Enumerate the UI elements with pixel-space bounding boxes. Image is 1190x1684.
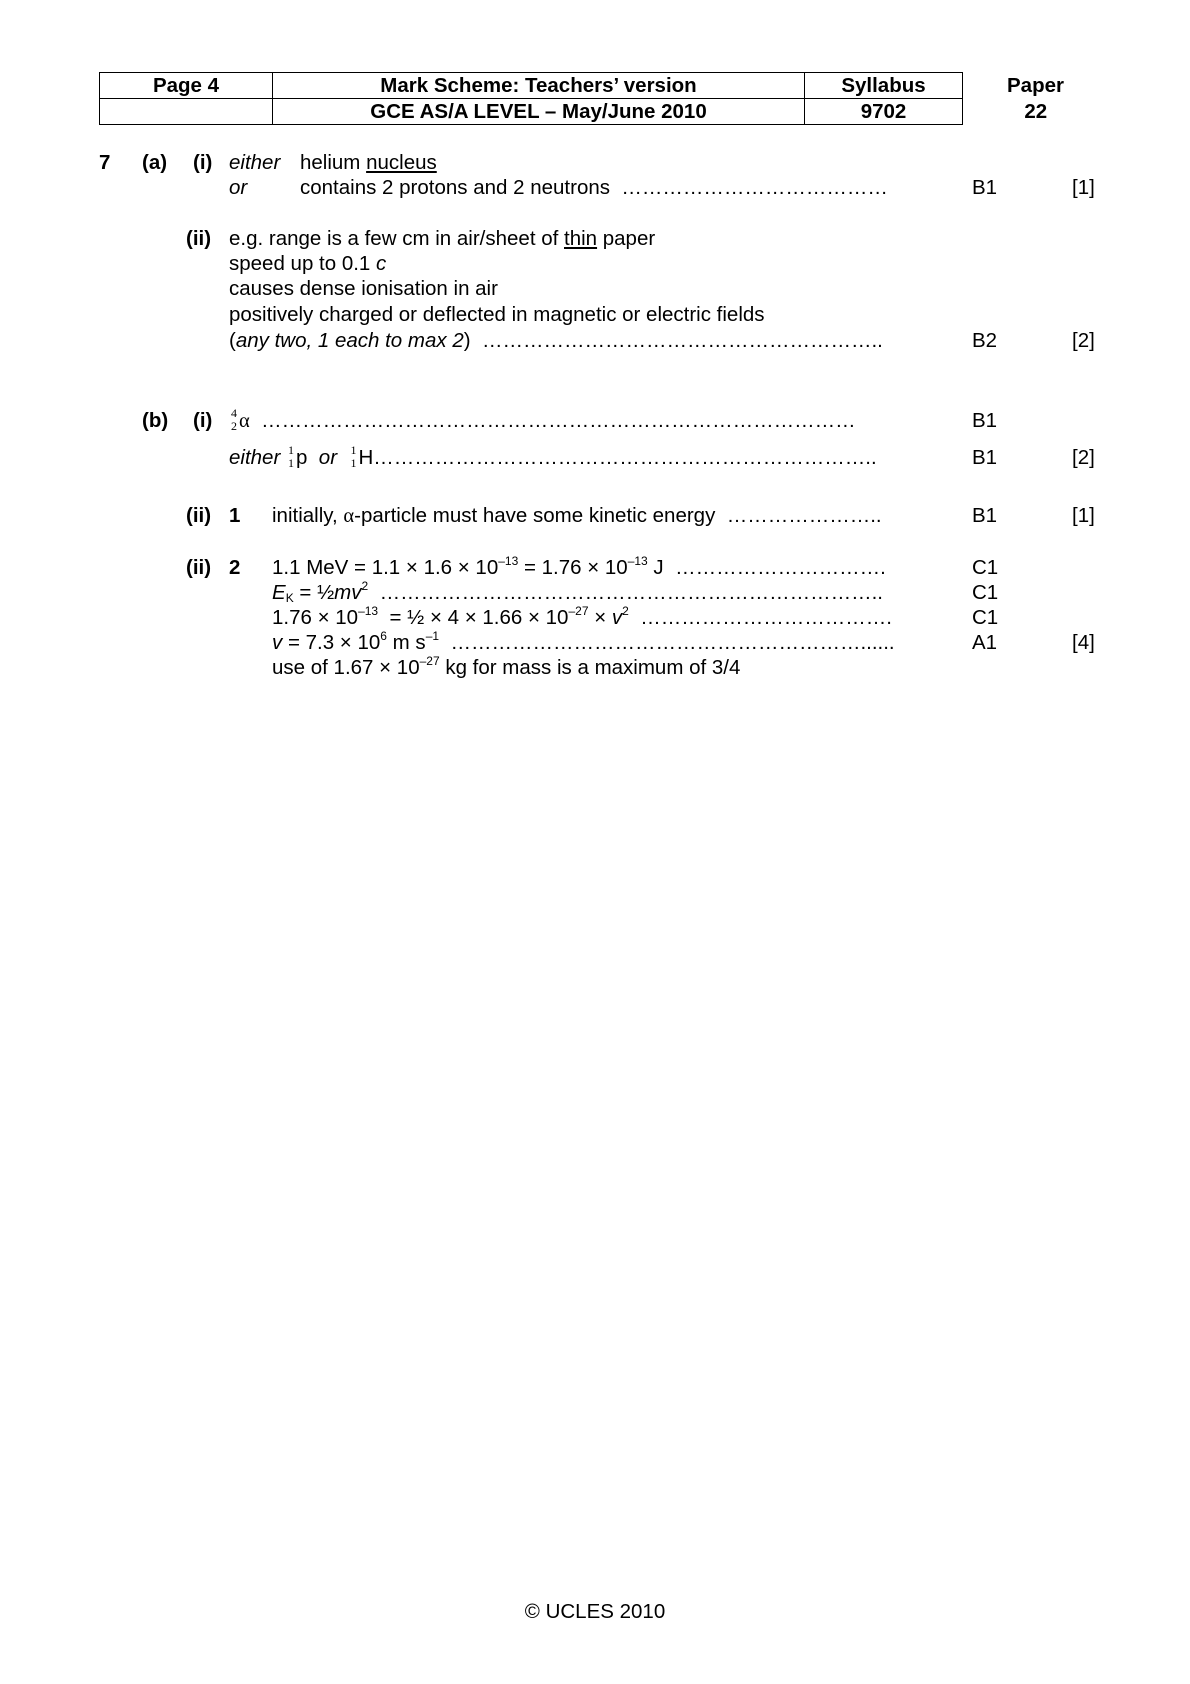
b-ii2-mark4: A1 bbox=[972, 631, 998, 654]
alpha-nuclide: 4 2 bbox=[231, 406, 237, 433]
b-i-proton-line: either 1 1 p or 1 1 H……………………………………………………………….. bbox=[229, 443, 877, 470]
a-i-answer-line2: contains 2 protons and 2 neutrons ………………………………… bbox=[300, 176, 888, 199]
b-ii2-mark1: C1 bbox=[972, 556, 999, 579]
proton-nuclide: 1 1 bbox=[287, 443, 294, 470]
b-i-total: [2] bbox=[1072, 446, 1095, 469]
b-ii2-line5: use of $1.67 \times 10^{-27}$ kg for mass is a maximum of 3/4 bbox=[272, 654, 741, 679]
a-i-answer-line1: helium nucleus bbox=[300, 151, 437, 174]
paper-number: 22 bbox=[1024, 99, 1048, 123]
page-blank-cell bbox=[100, 99, 273, 125]
b-ii1-label: (ii) bbox=[186, 504, 212, 527]
a-i-either: either bbox=[229, 151, 281, 174]
a-i-or: or bbox=[229, 176, 248, 199]
b-ii1-sub: 1 bbox=[229, 504, 241, 527]
b-i-mark1: B1 bbox=[972, 409, 998, 432]
b-ii2-line2: $E_K$ = $\frac{1}{2}mv^2$ ……………………………………………………………….. bbox=[272, 579, 883, 605]
page-number: Page 4 bbox=[100, 73, 273, 99]
header-table bbox=[99, 72, 1109, 125]
b-i-alpha-line: 4 2 α …………………………………………………………………………… bbox=[231, 406, 856, 433]
b-ii2-mark2: C1 bbox=[972, 581, 999, 604]
a-ii-label: (ii) bbox=[186, 227, 212, 250]
b-i-label: (i) bbox=[193, 409, 213, 432]
a-i-label: (i) bbox=[193, 151, 213, 174]
b-ii2-line1: 1.1 MeV = $1.1 \times 1.6 \times 10^{-13} = 1.76 \times 10^{-13}$ J …………………………. bbox=[272, 554, 886, 579]
a-ii-mark: B2 bbox=[972, 329, 998, 352]
a-ii-line3: causes dense ionisation in air bbox=[229, 277, 498, 300]
a-i-mark: B1 bbox=[972, 176, 998, 199]
a-ii-line4: positively charged or deflected in magnetic or electric fields bbox=[229, 303, 765, 326]
a-ii-line2: speed up to 0.1 c bbox=[229, 252, 387, 275]
syllabus-code: 9702 bbox=[805, 99, 963, 125]
part-a-label: (a) bbox=[142, 151, 168, 174]
exam-session: GCE AS/A LEVEL – May/June 2010 bbox=[273, 99, 805, 125]
a-ii-total: [2] bbox=[1072, 329, 1095, 352]
question-number: 7 bbox=[99, 151, 111, 174]
paper-label: Paper bbox=[1007, 73, 1064, 97]
b-ii2-total: [4] bbox=[1072, 631, 1095, 654]
b-ii2-sub: 2 bbox=[229, 556, 241, 579]
document-title: Mark Scheme: Teachers’ version bbox=[273, 73, 805, 99]
hydrogen-nuclide: 1 1 bbox=[350, 443, 357, 470]
b-ii2-line4: $v = 7.3 \times 10^6$ m $s^{-1}$ ……………………………………………………...... bbox=[272, 629, 895, 654]
a-ii-line5: (any two, 1 each to max 2) ………………………………………………….. bbox=[229, 329, 883, 352]
copyright-footer: © UCLES 2010 bbox=[524, 1600, 666, 1623]
a-i-total: [1] bbox=[1072, 176, 1095, 199]
b-ii2-label: (ii) bbox=[186, 556, 212, 579]
b-ii1-answer: initially, α-particle must have some kinetic energy ………………….. bbox=[272, 504, 882, 527]
syllabus-label: Syllabus bbox=[805, 73, 963, 99]
b-ii2-line3: $1.76 \times 10^{-13}$ = ½ × $4 \times 1.66 \times 10^{-27} \times v^2$ ………………………………. bbox=[272, 604, 892, 629]
b-ii1-mark: B1 bbox=[972, 504, 998, 527]
b-ii2-mark3: C1 bbox=[972, 606, 999, 629]
a-ii-line1: e.g. range is a few cm in air/sheet of thin paper bbox=[229, 227, 656, 250]
part-b-label: (b) bbox=[142, 409, 169, 432]
b-ii1-total: [1] bbox=[1072, 504, 1095, 527]
b-i-mark2: B1 bbox=[972, 446, 998, 469]
